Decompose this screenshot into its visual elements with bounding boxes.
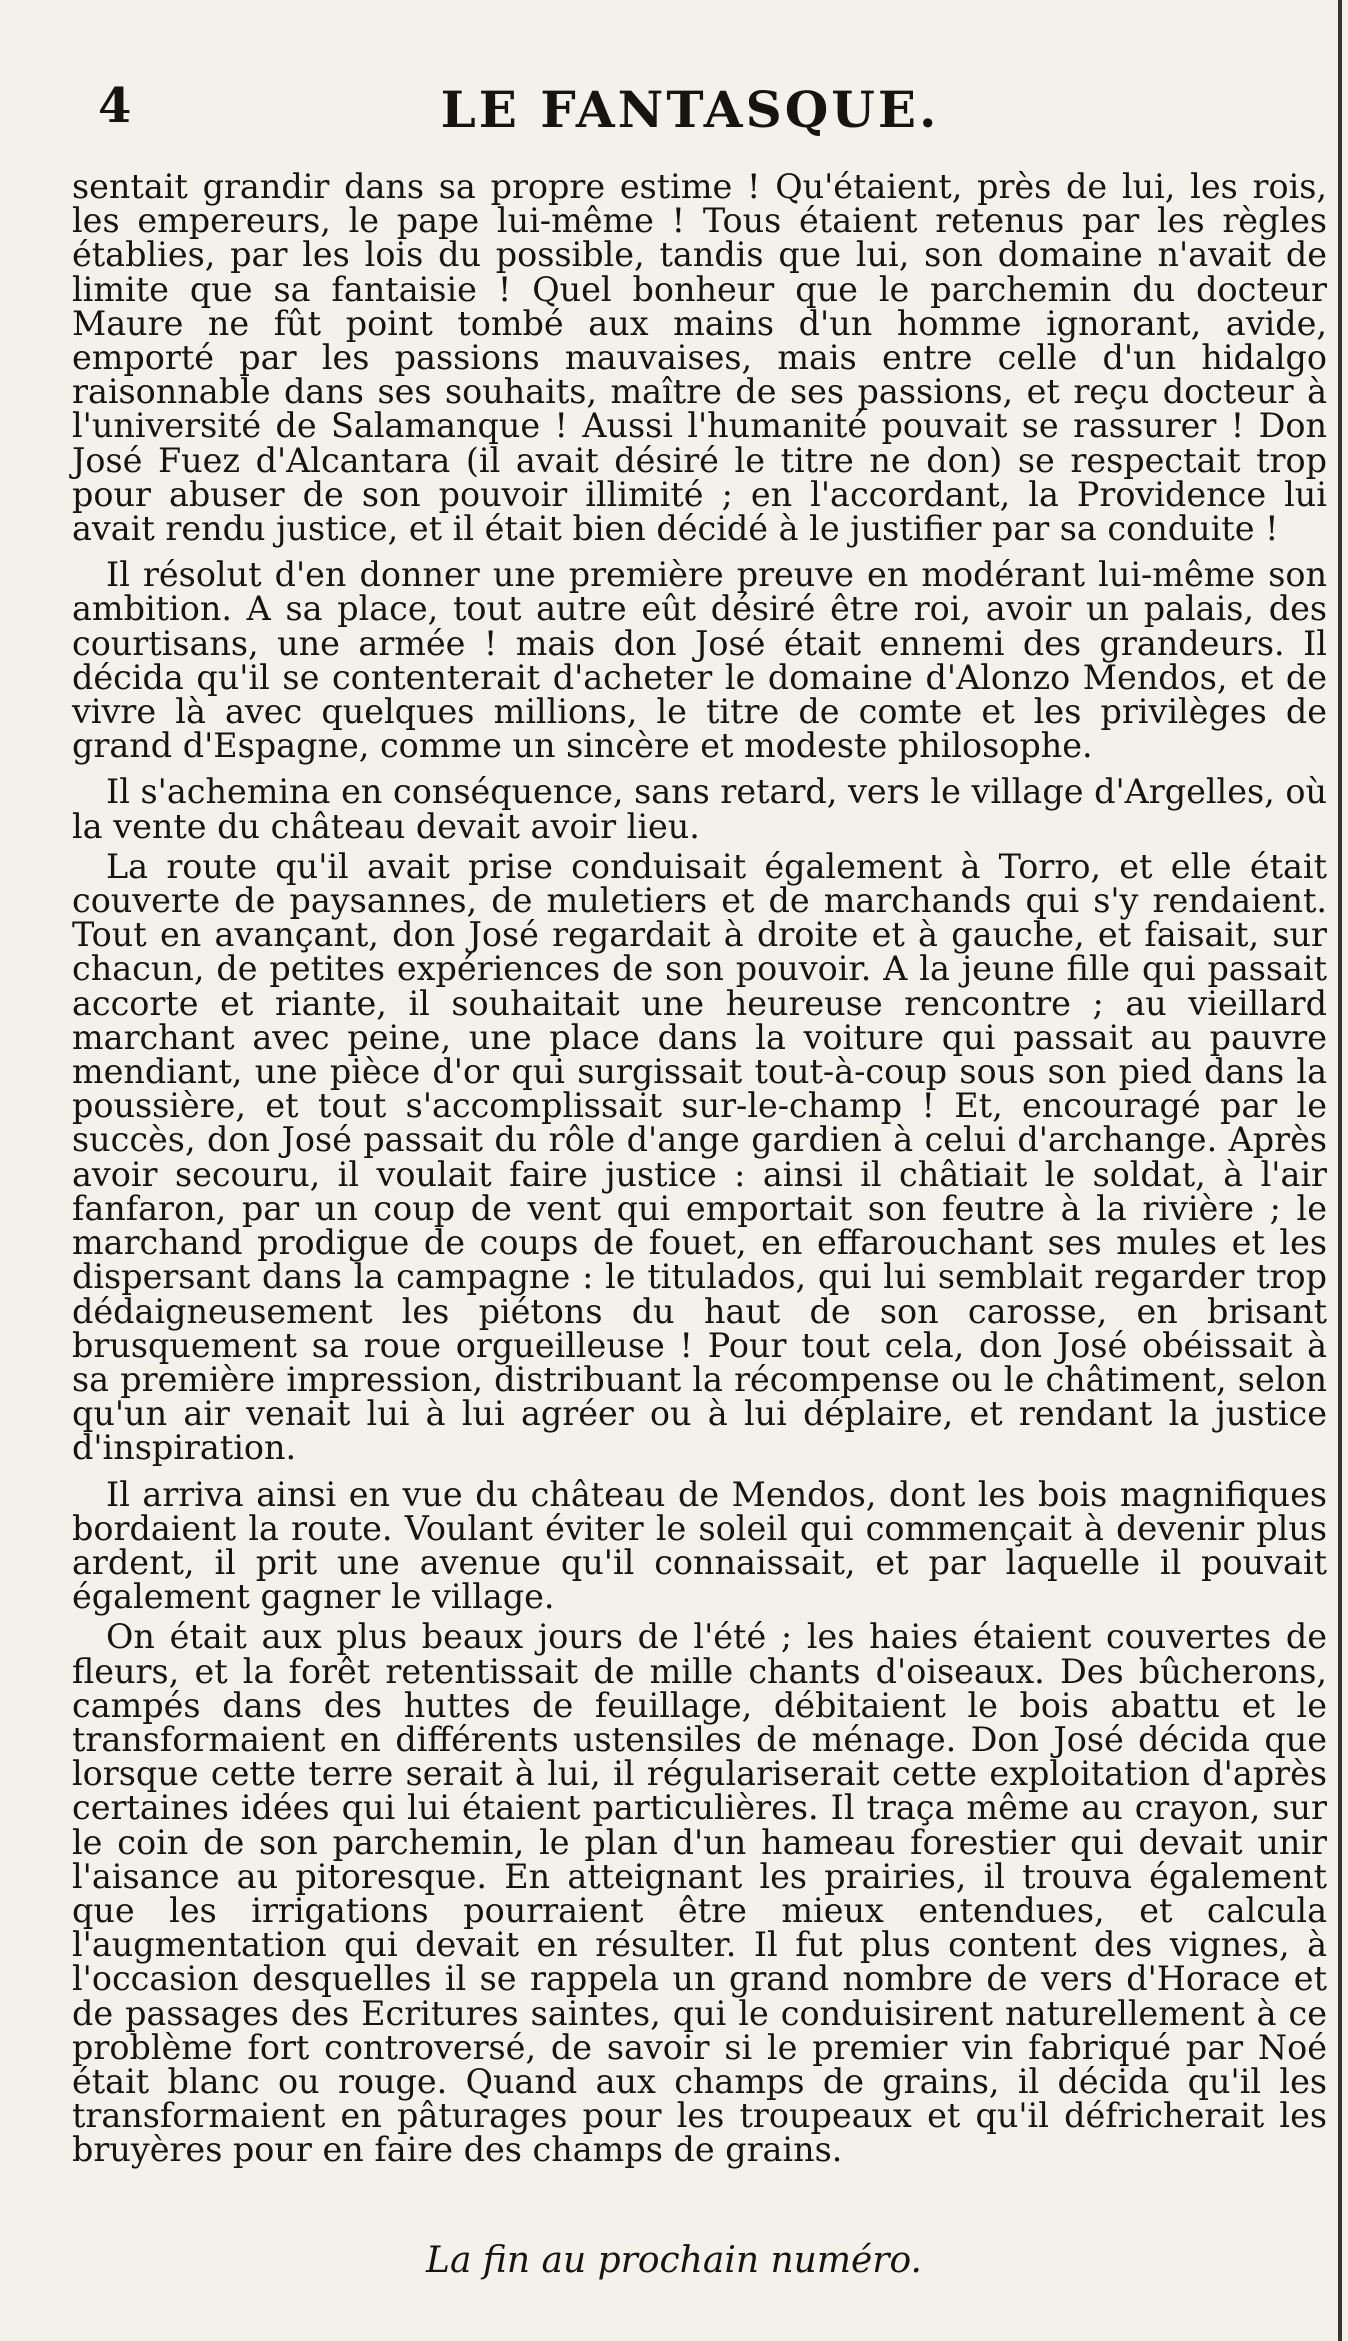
article-body xyxy=(72,167,1327,2170)
paragraph-5: Il arriva ainsi en vue du château de Mendos, dont les bois magnifiques bordaient la route. Voulant éviter le soleil qui commençait à devenir plus ardent, il prit une avenue qu'il connaissait, et par laquelle il pouvait également gagner le village. xyxy=(72,1474,1327,1617)
binding-edge xyxy=(1338,0,1342,2341)
publication-title: LE FANTASQUE. xyxy=(440,80,940,139)
page-number: 4 xyxy=(98,78,132,134)
page-header xyxy=(70,70,1310,160)
continued-note: La fin au prochain numéro. xyxy=(426,2240,922,2281)
paragraph-3: Il s'achemina en conséquence, sans retard, vers le village d'Argelles, où la vente du château devait avoir lieu. xyxy=(72,772,1327,846)
paragraph-6: On était aux plus beaux jours de l'été ; les haies étaient couvertes de fleurs, et la forêt retentissait de mille chants d'oiseaux. Des bûcherons, campés dans des huttes de feuillage, débitaient le bois abattu et le transformaient en différents ustensiles de ménage. Don José décida que lorsque cette terre serait à lui, il régulariserait cette exploitation d'après certaines idées qui lui étaient particulières. Il traça même au crayon, sur le coin de son parchemin, le plan d'un hameau forestier qui devait unir l'aisance au pitoresque. En atteignant les prairies, il trouva également que les irrigations pourraient être mieux entendues, et calcula l'augmentation qui devait en résulter. Il fut plus content des vignes, à l'occasion desquelles il se rappela un grand nombre de vers d'Horace et de passages des Ecritures saintes, qui le conduisirent naturellement à ce problème fort controversé, de savoir si le premier vin fabriqué par Noé était blanc ou rouge. Quand aux champs de grains, il décida qu'il les transformaient en pâturages pour les troupeaux et qu'il défricherait les bruyères pour en faire des champs de grains. xyxy=(72,1617,1327,2170)
paragraph-2: Il résolut d'en donner une première preuve en modérant lui-même son ambition. A sa place, tout autre eût désiré être roi, avoir un palais, des courtisans, une armée ! mais don José était ennemi des grandeurs. Il décida qu'il se contenterait d'acheter le domaine d'Alonzo Mendos, et de vivre là avec quelques millions, le titre de comte et les privilèges de grand d'Espagne, comme un sincère et modeste philosophe. xyxy=(72,555,1327,766)
paragraph-1: sentait grandir dans sa propre estime ! Qu'étaient, près de lui, les rois, les empereurs, le pape lui-même ! Tous étaient retenus par les règles établies, par les lois du possible, tandis que lui, son domaine n'avait de limite que sa fantaisie ! Quel bonheur que le parchemin du docteur Maure ne fût point tombé aux mains d'un homme ignorant, avide, emporté par les passions mauvaises, mais entre celle d'un hidalgo raisonnable dans ses souhaits, maître de ses passions, et reçu docteur à l'université de Salamanque ! Aussi l'humanité pouvait se rassurer ! Don José Fuez d'Alcantara (il avait désiré le titre ne don) se respectait trop pour abuser de son pouvoir illimité ; en l'accordant, la Providence lui avait rendu justice, et il était bien décidé à le justifier par sa conduite ! xyxy=(72,167,1327,549)
paragraph-4: La route qu'il avait prise conduisait également à Torro, et elle était couverte de paysannes, de muletiers et de marchands qui s'y rendaient. Tout en avançant, don José regardait à droite et à gauche, et faisait, sur chacun, de petites expériences de son pouvoir. A la jeune fille qui passait accorte et riante, il souhaitait une heureuse rencontre ; au vieillard marchant avec peine, une place dans la voiture qui passait au pauvre mendiant, une pièce d'or qui surgissait tout-à-coup sous son pied dans la poussière, et tout s'accomplissait sur-le-champ ! Et, encouragé par le succès, don José passait du rôle d'ange gardien à celui d'archange. Après avoir secouru, il voulait faire justice : ainsi il châtiait le soldat, à l'air fanfaron, par un coup de vent qui emportait son feutre à la rivière ; le marchand prodigue de coups de fouet, en effarouchant ses mules et les dispersant dans la campagne : le titulados, qui lui semblait regarder trop dédaigneusement les piétons du haut de son carosse, en brisant brusquement sa roue orgueilleuse ! Pour tout cela, don José obéissait à sa première impression, distribuant la récompense ou le châtiment, selon qu'un air venait lui à lui agréer ou à lui déplaire, et rendant la justice d'inspiration. xyxy=(72,846,1327,1468)
